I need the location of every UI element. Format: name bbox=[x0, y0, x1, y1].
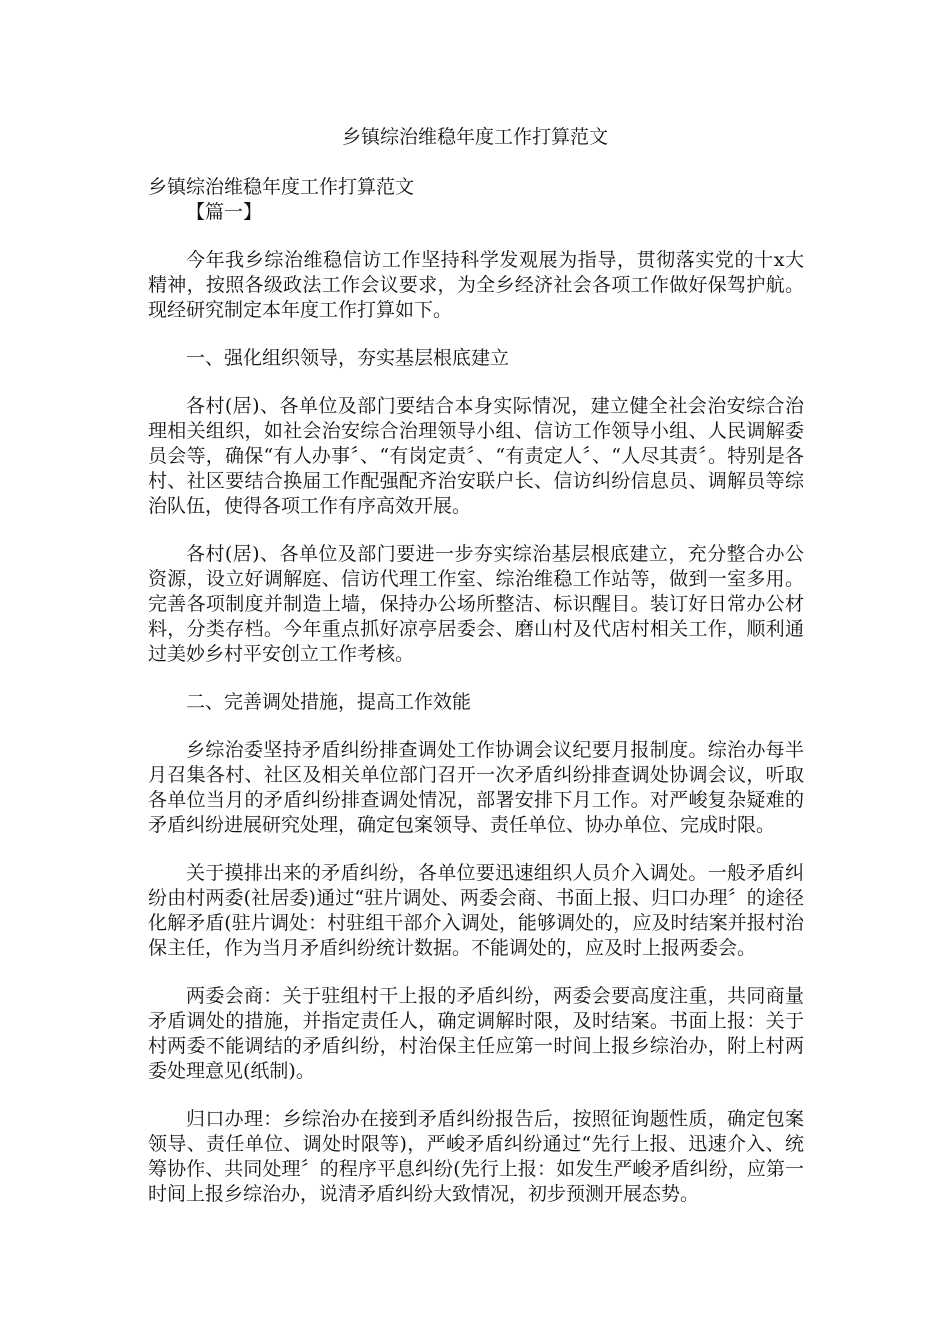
paragraph: 关于摸排出来的矛盾纠纷，各单位要迅速组织人员介入调处。一般矛盾纠纷由村两委(社居委)通过“驻片调处、两委会商、书面上报、归口办理〞的途径化解矛盾(驻片调处：村驻组干部介入调处，能够调处的，应及时结案并报村治保主任，作为当月矛盾纠纷统计数据。不能调处的，应及时上报两委会。 bbox=[148, 862, 804, 959]
paragraph: 各村(居)、各单位及部门要结合本身实际情况，建立健全社会治安综合治理相关组织，如社会治安综合治理领导小组、信访工作领导小组、人民调解委员会等，确保“有人办事〞、“有岗定责〞、“有责定人〞、“人尽其责〞。特别是各村、社区要结合换届工作配强配齐治安联户长、信访纠纷信息员、调解员等综治队伍，使得各项工作有序高效开展。 bbox=[148, 395, 804, 517]
heading-section-2: 二、完善调处措施，提高工作效能 bbox=[186, 691, 472, 713]
document-title: 乡镇综治维稳年度工作打算范文 bbox=[341, 126, 608, 148]
paragraph: 归口办理：乡综治办在接到矛盾纠纷报告后，按照征询题性质，确定包案领导、责任单位、调处时限等)，严峻矛盾纠纷通过“先行上报、迅速介入、统筹协作、共同处理〞的程序平息纠纷(先行上报：如发生严峻矛盾纠纷，应第一时间上报乡综治办，说清矛盾纠纷大致情况，初步预测开展态势。 bbox=[148, 1108, 804, 1205]
paragraph-intro: 今年我乡综治维稳信访工作坚持科学发观展为指导，贯彻落实党的十x大精神，按照各级政法工作会议要求，为全乡经济社会各项工作做好保驾护航。现经研究制定本年度工作打算如下。 bbox=[148, 249, 804, 321]
paragraph: 两委会商：关于驻组村干上报的矛盾纠纷，两委会要高度注重，共同商量矛盾调处的措施，并指定责任人，确定调解时限，及时结案。书面上报：关于村两委不能调结的矛盾纠纷，村治保主任应第一时间上报乡综治办，附上村两委处理意见(纸制)。 bbox=[148, 985, 804, 1082]
paragraph: 各村(居)、各单位及部门要进一步夯实综治基层根底建立，充分整合办公资源，设立好调解庭、信访代理工作室、综治维稳工作站等，做到一室多用。完善各项制度并制造上墙，保持办公场所整洁、标识醒目。装订好日常办公材料，分类存档。今年重点抓好凉亭居委会、磨山村及代店村相关工作，顺利通过美妙乡村平安创立工作考核。 bbox=[148, 543, 804, 665]
document-subtitle: 乡镇综治维稳年度工作打算范文 bbox=[148, 176, 415, 198]
section-mark: 【篇一】 bbox=[186, 201, 263, 223]
paragraph: 乡综治委坚持矛盾纠纷排查调处工作协调会议纪要月报制度。综治办每半月召集各村、社区及相关单位部门召开一次矛盾纠纷排查调处协调会议，听取各单位当月的矛盾纠纷排查调处情况，部署安排下月工作。对严峻复杂疑难的矛盾纠纷进展研究处理，确定包案领导、责任单位、协办单位、完成时限。 bbox=[148, 739, 804, 836]
document-body bbox=[148, 248, 804, 1230]
heading-section-1: 一、强化组织领导，夯实基层根底建立 bbox=[186, 347, 510, 369]
